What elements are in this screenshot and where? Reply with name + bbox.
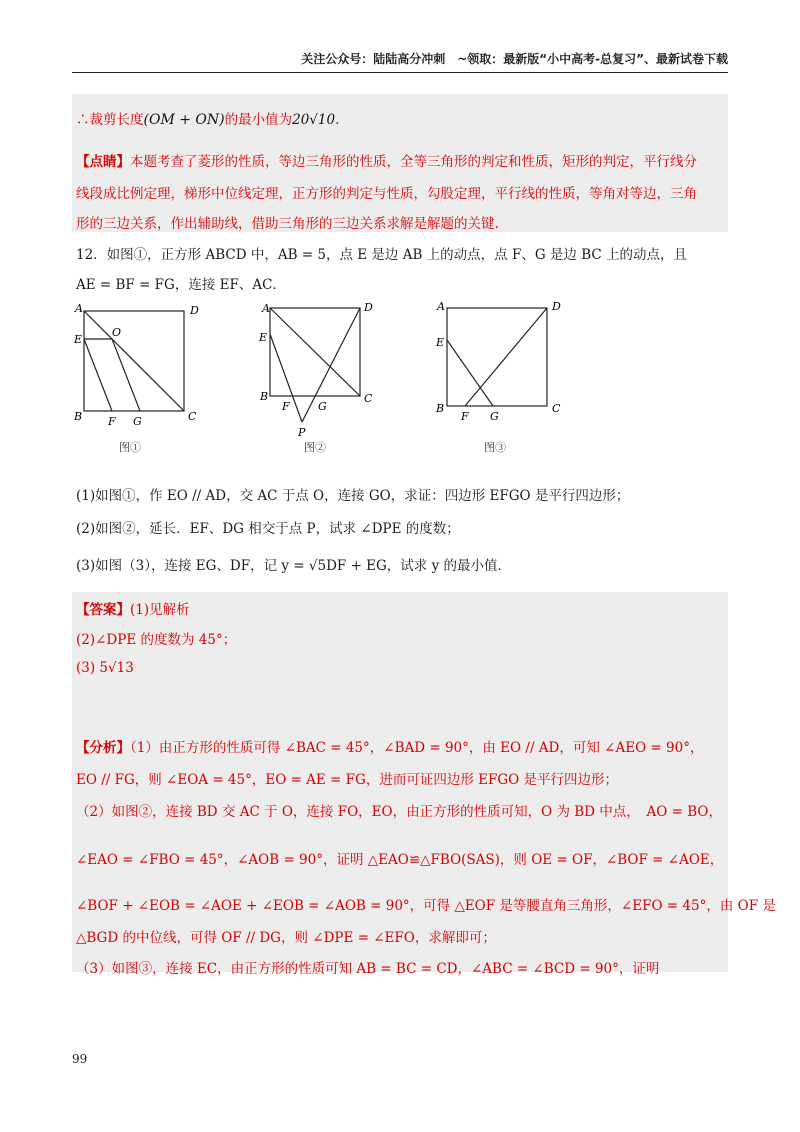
fig2-caption: 图② (304, 441, 326, 454)
analysis-line-1: 【分析】（1）由正方形的性质可得 ∠BAC = 45°，∠BAD = 90°，由 EO // AD，可知 ∠AEO = 90°， (76, 740, 704, 756)
figure-3 (447, 308, 547, 406)
q12-line-2: AE = BF = FG，连接 EF、AC． (76, 277, 286, 293)
answer-line-2: (2)∠DPE 的度数为 45°； (76, 632, 237, 648)
q12-part-2: (2)如图②，延长．EF、DG 相交于点 P，试求 ∠DPE 的度数； (76, 521, 460, 537)
comment-line-3: 形的三边关系，作出辅助线，借助三角形的三边关系求解是解题的关键. (76, 216, 499, 232)
comment-line-2: 线段成比例定理，梯形中位线定理，正方形的判定与性质，勾股定理，平行线的性质，等角对等边，三角 (76, 186, 697, 202)
fig3-label-F: F (461, 410, 469, 423)
fig1-label-F: F (108, 415, 116, 428)
fig2-label-A: A (262, 302, 270, 315)
answer-line-3: (3) 5√13 (76, 660, 134, 676)
fig3-label-G: G (490, 410, 499, 423)
fig1-label-E: E (74, 333, 83, 346)
fig1-label-C: C (188, 410, 197, 423)
header-rule (72, 72, 728, 73)
figures (72, 296, 728, 466)
q12-part-1: (1)如图①，作 EO // AD，交 AC 于点 O，连接 GO，求证：四边形 EFGO 是平行四边形； (76, 488, 630, 504)
q12-part-3: (3)如图（3），连接 EG、DF，记 y = √5DF + EG，试求 y 的最小值． (76, 558, 512, 574)
conclusion-line: ∴裁剪长度(OM + ON)的最小值为20√10. (76, 112, 340, 128)
fig1-label-B: B (74, 410, 83, 423)
analysis-line-4: ∠EAO = ∠FBO = 45°，∠AOB = 90°，证明 △EAO≌△FBO(SAS)，则 OE = OF，∠BOF = ∠AOE， (76, 852, 724, 868)
fig1-label-G: G (133, 415, 142, 428)
fig2-label-G: G (318, 400, 327, 413)
fig2-label-D: D (364, 301, 373, 314)
answer-line-1: 【答案】(1)见解析 (76, 602, 190, 618)
fig2-label-B: B (260, 390, 269, 403)
fig3-label-B: B (436, 402, 445, 415)
analysis-line-7: （3）如图③，连接 EC，由正方形的性质可知 AB = BC = CD，∠ABC = ∠BCD = 90°，证明 (76, 961, 660, 977)
fig2-label-P: P (298, 426, 306, 439)
fig2-label-E: E (259, 331, 268, 344)
fig3-caption: 图③ (484, 441, 506, 454)
fig1-label-D: D (190, 304, 199, 317)
analysis-line-6: △BGD 的中位线，可得 OF // DG，则 ∠DPE = ∠EFO，求解即可； (76, 930, 496, 946)
fig2-label-F: F (282, 400, 290, 413)
q12-line-1: 12．如图①，正方形 ABCD 中，AB = 5，点 E 是边 AB 上的动点，点 F、G 是边 BC 上的动点，且 (76, 247, 687, 263)
fig3-label-A: A (437, 300, 445, 313)
fig3-label-D: D (552, 300, 561, 313)
fig1-label-A: A (75, 302, 83, 315)
comment-line-1: 【点睛】本题考查了菱形的性质，等边三角形的性质，全等三角形的判定和性质，矩形的判定，平行线分 (76, 154, 697, 170)
analysis-line-3: （2）如图②，连接 BD 交 AC 于 O，连接 FO，EO，由正方形的性质可知，O 为 BD 中点， AO = BO， (76, 804, 722, 820)
page-number: 99 (72, 1052, 88, 1066)
fig3-label-C: C (552, 402, 561, 415)
fig2-label-C: C (364, 392, 373, 405)
analysis-line-5: ∠BOF + ∠EOB = ∠AOE + ∠EOB = ∠AOB = 90°，可得 △EOF 是等腰直角三角形，∠EFO = 45°，由 OF 是 (76, 898, 776, 914)
page-header: 关注公众号：陆陆高分冲刺 ~领取：最新版“小中高考-总复习”、最新试卷下载 (301, 52, 728, 66)
fig1-label-O: O (112, 326, 122, 339)
figure-1 (84, 311, 184, 411)
fig3-label-E: E (436, 336, 445, 349)
fig1-caption: 图① (119, 441, 141, 454)
analysis-line-2: EO // FG，则 ∠EOA = 45°，EO = AE = FG，进而可证四边形 EFGO 是平行四边形； (76, 772, 618, 788)
